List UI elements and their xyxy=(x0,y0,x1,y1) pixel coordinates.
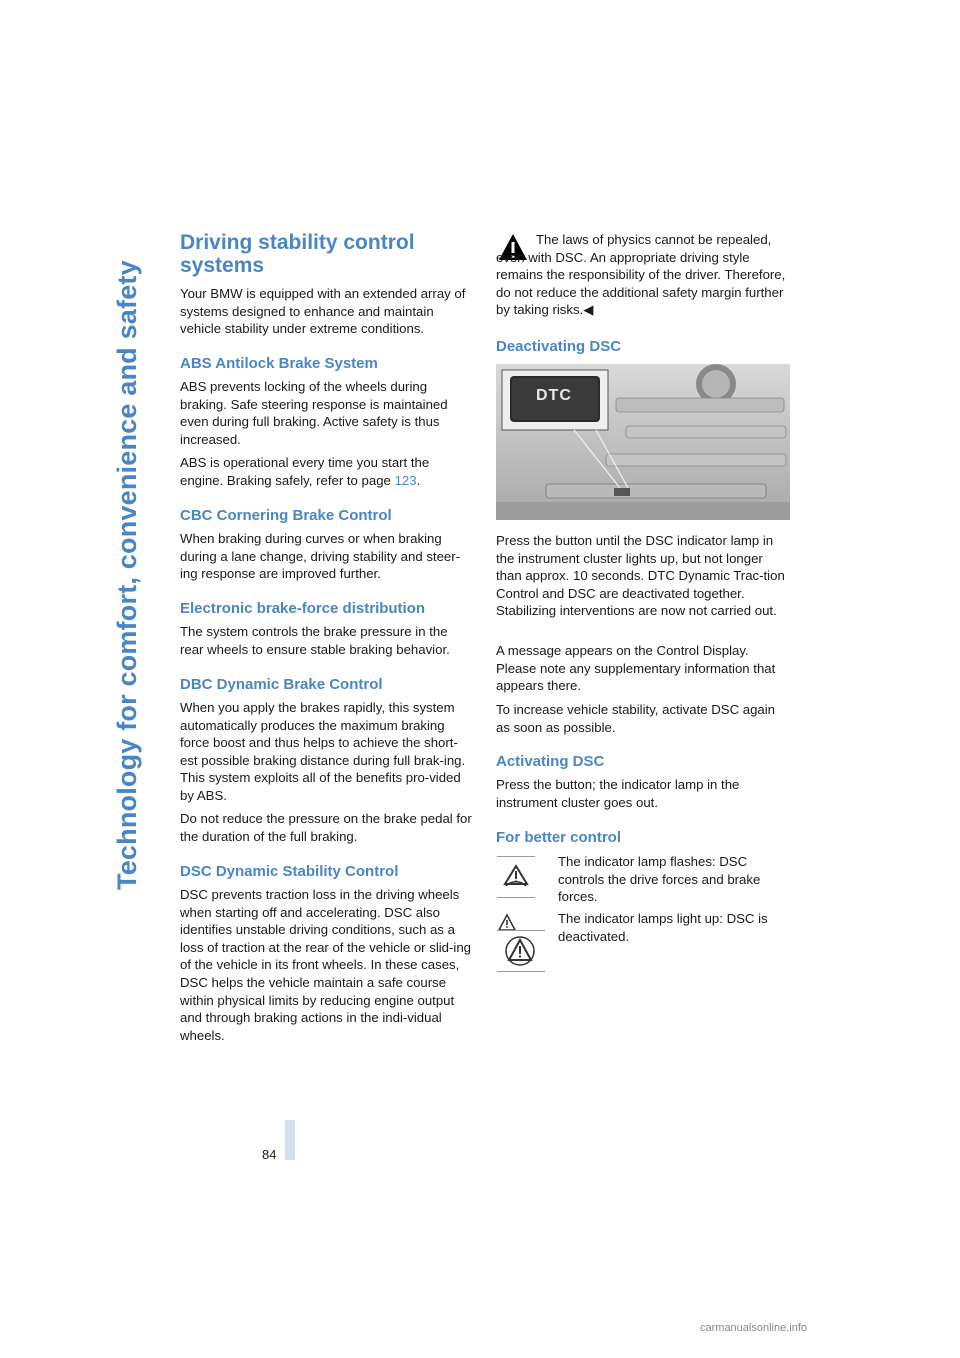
page-number: 84 xyxy=(262,1147,277,1162)
sidebar-title-text: Technology for comfort, convenience and safety xyxy=(112,260,142,890)
activating-heading: Activating DSC xyxy=(496,753,605,770)
cbc-heading: CBC Cornering Brake Control xyxy=(180,507,392,524)
indicator-description-2: The indicator lamps light up: DSC is deactivated. xyxy=(558,911,768,944)
abs-heading: ABS Antilock Brake System xyxy=(180,355,378,372)
dsc-paragraph: DSC prevents traction loss in the driving wheels when starting off and accelerating. DSC also identifies unstable driving conditions, such as a loss of traction at the rear of the vehicle or slid-ing of the vehicle in its front wheels. In these cases, DSC helps the vehicle maintain a safe course within physical limits by reducing engine output and through braking actions in the indi-vidual wheels. xyxy=(180,887,472,1043)
warning-paragraph: The laws of physics cannot be repealed, even with DSC. An appropriate driving style remains the responsibility of the driver. Therefore, do not reduce the additional safety margin further by taking risks.◀ xyxy=(496,232,786,318)
ebd-paragraph: The system controls the brake pressure in the rear wheels to ensure stable braking behavior. xyxy=(180,624,450,657)
sidebar-title xyxy=(112,0,154,1358)
intro-paragraph: Your BMW is equipped with an extended array of systems designed to enhance and maintain vehicle stability under extreme conditions. xyxy=(180,286,466,337)
abs-paragraph-1: ABS prevents locking of the wheels during braking. Safe steering response is maintained even during full braking. Active safety is thus increased. xyxy=(180,379,448,447)
indicator-description-1: The indicator lamp flashes: DSC controls the drive forces and brake forces. xyxy=(558,854,761,905)
dtc-button-label: DTC xyxy=(536,387,572,404)
abs-paragraph-2-end: . xyxy=(416,472,421,488)
dsc-heading: DSC Dynamic Stability Control xyxy=(180,863,399,880)
dsc-deactivated-lamp-icon xyxy=(503,934,537,968)
deactivating-heading: Deactivating DSC xyxy=(496,338,622,355)
better-control-heading: For better control xyxy=(496,829,622,846)
watermark: carmanualsonline.info xyxy=(700,1322,808,1334)
page-heading: Driving stability control systems xyxy=(180,231,415,277)
deactivating-paragraph-1: Press the button until the DSC indicator lamp in the instrument cluster lights up, but not longer than approx. 10 seconds. DTC Dynamic Trac-tion Control and DSC are deactivated together. Stabilizing interventions are now not carried out. xyxy=(496,533,785,619)
dbc-paragraph-1: When you apply the brakes rapidly, this system automatically produces the maximum braking force boost and thus helps to achieve the short-est possible braking distance during full brak-ing. This system exploits all of the benefits pro-vided by ABS. xyxy=(180,700,466,803)
page-link-123[interactable]: 123 xyxy=(394,472,417,488)
deactivating-paragraph-3: To increase vehicle stability, activate DSC again as soon as possible. xyxy=(496,702,776,735)
abs-paragraph-2 xyxy=(180,454,474,489)
page-number-bar xyxy=(285,1120,295,1160)
deactivating-paragraph-2: A message appears on the Control Display. Please note any supplementary information that appears there. xyxy=(496,643,776,694)
ebd-heading: Electronic brake-force distribution xyxy=(180,600,426,617)
dtc-button-photo xyxy=(496,364,790,520)
abs-paragraph-2-text: ABS is operational every time you start the engine. Braking safely, refer to page xyxy=(180,455,430,488)
cbc-paragraph: When braking during curves or when braking during a lane change, driving stability and steer-ing response are improved further. xyxy=(180,531,461,582)
activating-paragraph: Press the button; the indicator lamp in the instrument cluster goes out. xyxy=(496,777,740,810)
dsc-flashing-lamp-icon xyxy=(500,860,532,892)
dbc-heading: DBC Dynamic Brake Control xyxy=(180,676,383,693)
dbc-paragraph-2: Do not reduce the pressure on the brake pedal for the duration of the full braking. xyxy=(180,811,472,844)
